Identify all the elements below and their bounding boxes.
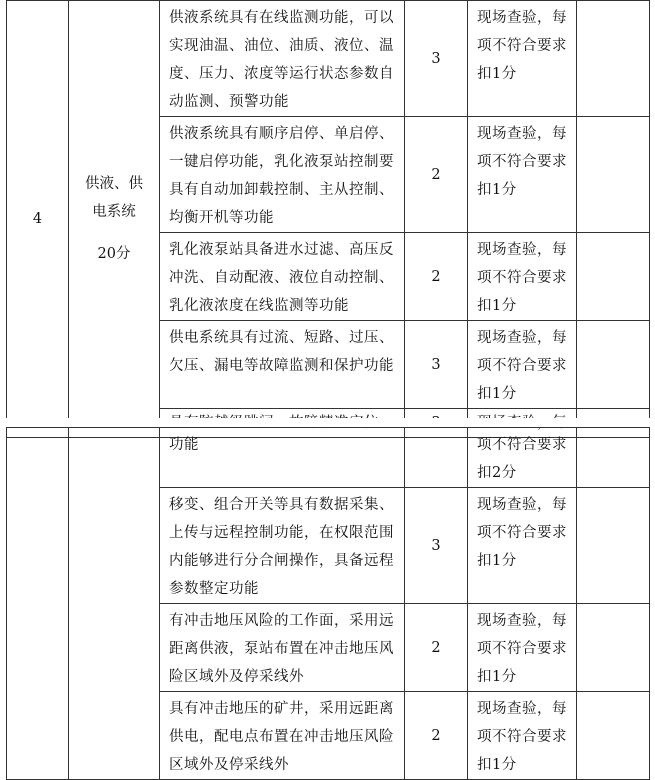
- section-number: 4: [7, 1, 69, 438]
- score-value: 3: [405, 488, 468, 604]
- evaluation-method: 现场查验，每项不符合要求扣1分: [468, 233, 577, 321]
- score-value: 2: [405, 604, 468, 692]
- score-value: 3: [405, 321, 468, 409]
- remarks-cell: [577, 321, 650, 409]
- evaluation-method: 现场查验，每项不符合要求扣1分: [468, 1, 577, 117]
- evaluation-method: 现场查验，每项不符合要求扣1分: [468, 117, 577, 233]
- score-value: [405, 428, 468, 488]
- score-value: 2: [405, 692, 468, 780]
- criteria-table-part2: [6, 427, 650, 780]
- criteria-table-part1: [6, 0, 650, 438]
- requirement-text: 移变、组合开关等具有数据采集、上传与远程控制功能，在权限范围内能够进行分合闸操作，具备远程参数整定功能: [160, 488, 405, 604]
- category-points: 20分: [97, 246, 131, 262]
- remarks-cell: [577, 692, 650, 780]
- requirement-text: 供液系统具有在线监测功能，可以实现油温、油位、油质、液位、温度、压力、浓度等运行状态参数自动监测、预警功能: [160, 1, 405, 117]
- score-value: 2: [405, 117, 468, 233]
- requirement-text: 有冲击地压风险的工作面，采用远距离供液，泵站布置在冲击地压风险区域外及停采线外: [160, 604, 405, 692]
- remarks-cell: [577, 233, 650, 321]
- score-value: 2: [405, 233, 468, 321]
- table-row: [7, 428, 650, 488]
- requirement-text: 乳化液泵站具备进水过滤、高压反冲洗、自动配液、液位自动控制、乳化液浓度在线监测等功能: [160, 233, 405, 321]
- requirement-text: 供液系统具有顺序启停、单启停、一键启停功能，乳化液泵站控制要具有自动加卸载控制、主从控制、均衡开机等功能: [160, 117, 405, 233]
- section-category-continued: [69, 428, 160, 780]
- section-category: [69, 1, 160, 438]
- table-row: [7, 1, 650, 117]
- requirement-text: 功能: [160, 428, 405, 488]
- remarks-cell: [577, 488, 650, 604]
- score-value: 3: [405, 1, 468, 117]
- remarks-cell: [577, 428, 650, 488]
- remarks-cell: [577, 604, 650, 692]
- section-number-continued: [7, 428, 69, 780]
- evaluation-method: 现场查验，每项不符合要求扣1分: [468, 604, 577, 692]
- evaluation-method: 现场查验，每项不符合要求扣1分: [468, 321, 577, 409]
- requirement-text: 供电系统具有过流、短路、过压、欠压、漏电等故障监测和保护功能: [160, 321, 405, 409]
- evaluation-method: 现场查验，每项不符合要求扣1分: [468, 692, 577, 780]
- category-line2: 电系统: [92, 204, 136, 220]
- remarks-cell: [577, 1, 650, 117]
- evaluation-method: 项不符合要求扣2分: [468, 428, 577, 488]
- requirement-text: 具有冲击地压的矿井，采用远距离供电，配电点布置在冲击地压风险区域外及停采线外: [160, 692, 405, 780]
- evaluation-method: 现场查验，每项不符合要求扣1分: [468, 488, 577, 604]
- category-line1: 供液、供: [85, 176, 143, 192]
- page-break-gap: [0, 418, 655, 427]
- remarks-cell: [577, 117, 650, 233]
